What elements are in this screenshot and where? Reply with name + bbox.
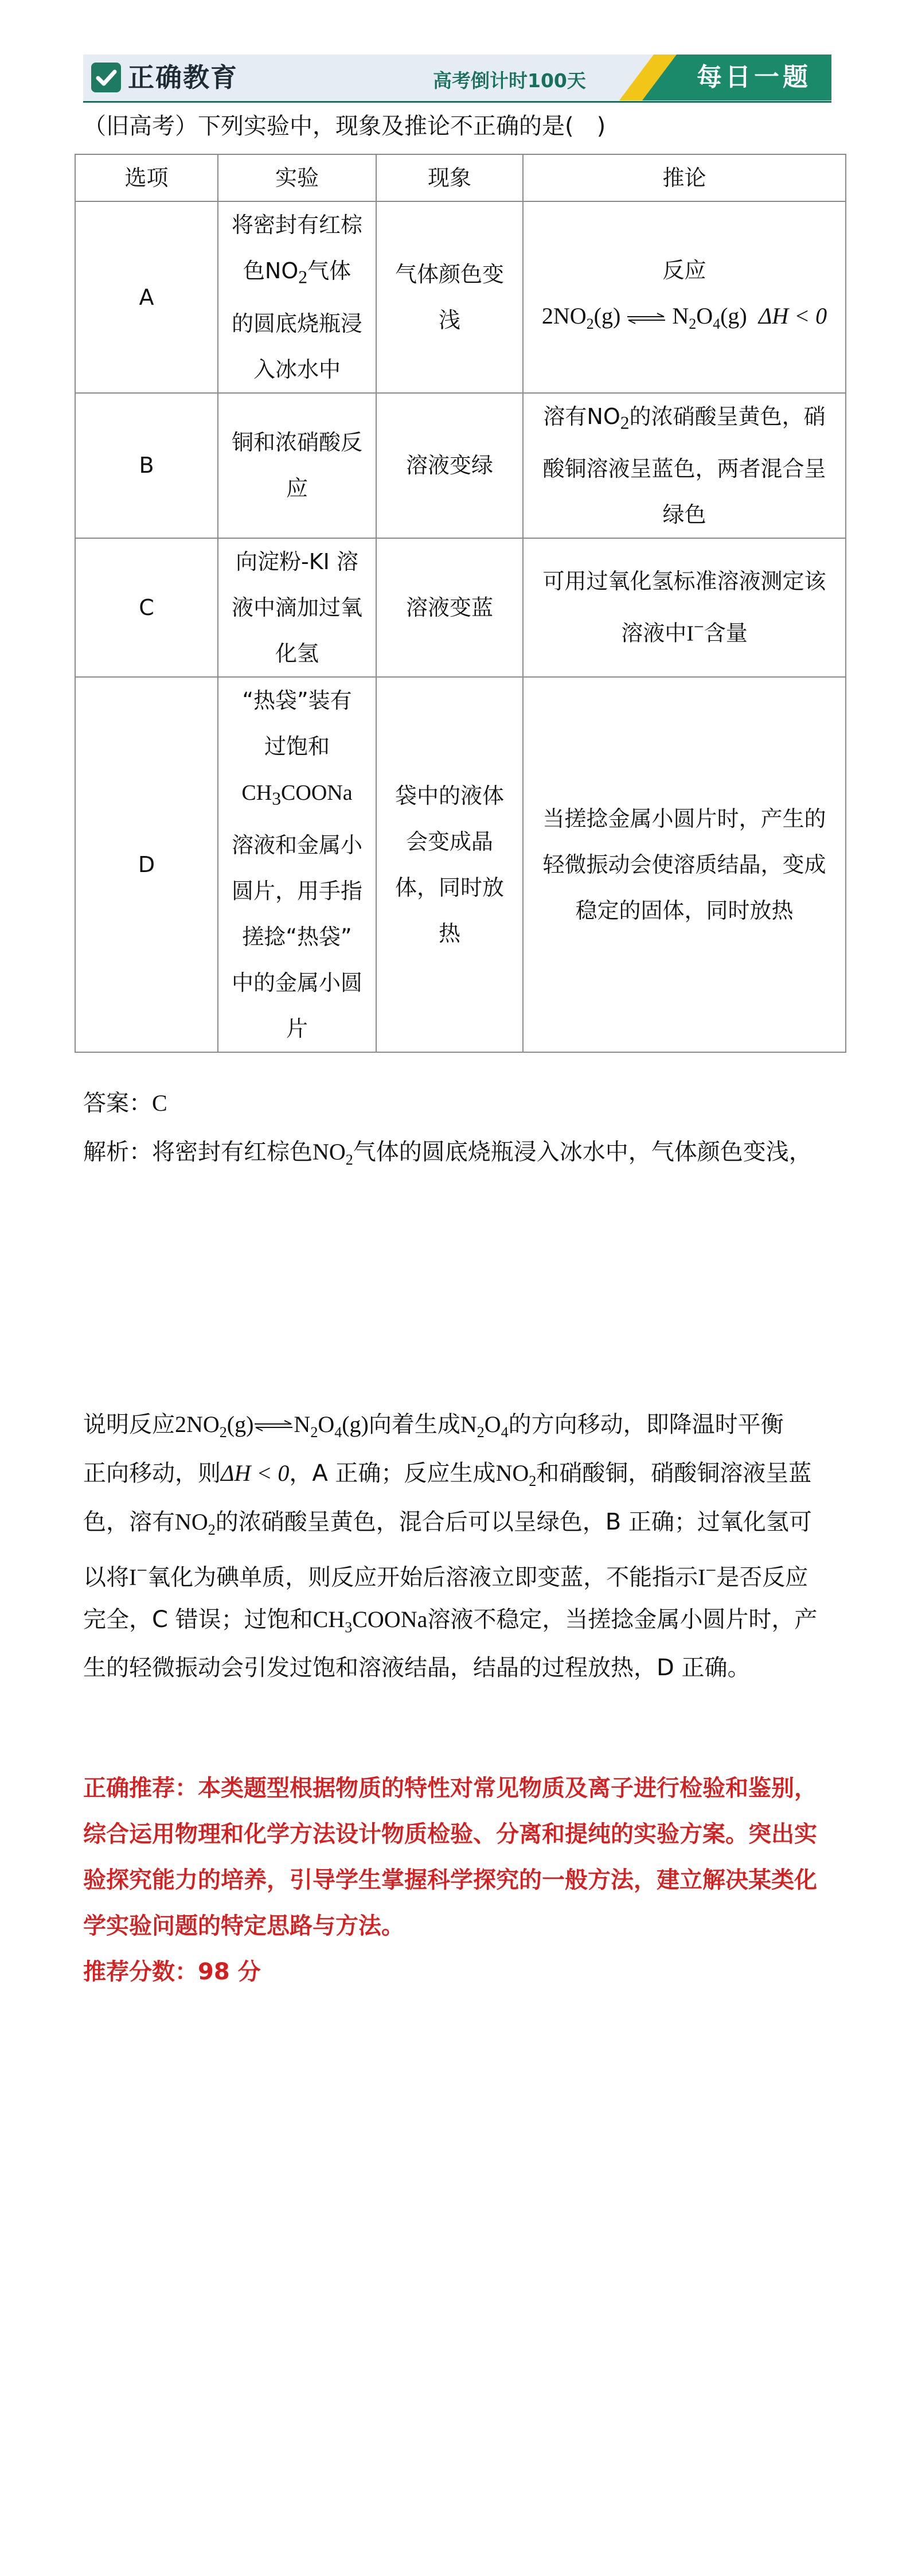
analysis-line-6: 完全，C 错误；过饱和$CH_3COONa$溶液不稳定，当搓捻金属小圆片时，产 <box>83 1606 818 1636</box>
phenomenon-cell: 溶液变绿 <box>376 393 523 539</box>
enthalpy-condition: ΔH < 0 <box>758 302 827 329</box>
option-cell: A <box>75 201 218 393</box>
inference-cell <box>523 538 846 677</box>
cell-text: 含量 <box>704 621 748 647</box>
table-row <box>75 201 846 393</box>
score-label: 推荐分数： <box>83 1959 198 1985</box>
formula-text: COONa <box>281 781 353 806</box>
recommend-score <box>83 1948 834 1997</box>
inference-cell <box>523 393 846 539</box>
header-option: 选项 <box>75 154 218 201</box>
recommend-line-4: 学实验问题的特定思路与方法。 <box>83 1913 404 1939</box>
cell-text: 体，同时放 <box>395 874 504 900</box>
equilibrium-arrow-icon <box>253 1419 294 1432</box>
cell-text: 酸铜溶液呈蓝色，两者混合呈 <box>542 456 826 482</box>
answer-blank <box>574 113 597 139</box>
cell-text: 气体 <box>307 258 351 283</box>
cell-text: 铜和浓硝酸反 <box>231 430 362 456</box>
cell-text: 稳定的固体，同时放热 <box>575 897 794 923</box>
cell-text: 向淀粉-KI 溶 <box>236 549 358 575</box>
phenomenon-cell <box>376 677 523 1052</box>
recommend-line-1: 正确推荐：本类题型根据物质的特性对常见物质及离子进行检验和鉴别， <box>83 1775 817 1801</box>
answer-line <box>83 1079 834 1128</box>
header-inference: 推论 <box>523 154 846 201</box>
equilibrium-formula: $2NO_2(g)$ $N_2O_4(g) \Delta H < 0$ <box>541 302 827 332</box>
table-header-row <box>75 154 846 201</box>
cell-text: 过饱和 <box>264 734 330 760</box>
table-row <box>75 393 846 539</box>
cell-text: 应 <box>286 476 308 501</box>
phenomenon-cell <box>376 201 523 393</box>
cell-text: 当搓捻金属小圆片时，产生的 <box>542 806 826 831</box>
header-phenomenon: 现象 <box>376 154 523 201</box>
recommend-line-2: 综合运用物理和化学方法设计物质检验、分离和提纯的实验方案。突出实 <box>83 1821 817 1847</box>
inference-cell <box>523 201 846 393</box>
table-row <box>75 538 846 677</box>
table-row <box>75 677 846 1052</box>
cell-text: 气体颜色变 <box>395 261 504 287</box>
cell-text: 入冰水中 <box>253 356 341 382</box>
analysis-line-3: 正向移动，则ΔH < 0，A 正确；反应生成$NO_2$和硝酸铜，硝酸铜溶液呈蓝 <box>83 1460 812 1489</box>
answer-label: 答案： <box>83 1090 152 1116</box>
header-experiment: 实验 <box>218 154 376 201</box>
phenomenon-cell: 溶液变蓝 <box>376 538 523 677</box>
experiment-cell <box>218 677 376 1052</box>
brand-name: 正确教育 <box>128 62 238 93</box>
cell-text: 片 <box>286 1015 308 1041</box>
cell-text: 色NO <box>243 258 299 283</box>
cell-text: 将密封有红棕 <box>231 212 362 238</box>
equilibrium-arrow-icon <box>626 312 666 325</box>
experiment-table <box>75 154 846 1053</box>
cell-text: 溶有NO <box>543 403 620 429</box>
cell-text: 化氢 <box>275 641 319 667</box>
analysis-label: 解析： <box>83 1139 152 1165</box>
score-value: 98 分 <box>198 1959 261 1985</box>
subscript: 2 <box>620 413 630 433</box>
cell-text: 的浓硝酸呈黄色，硝 <box>629 403 826 429</box>
cell-text: 溶液中 <box>621 621 687 647</box>
answer-value: C <box>152 1090 167 1116</box>
iodide-symbol: I <box>686 622 694 647</box>
cell-text: 液中滴加过氧 <box>231 595 362 621</box>
question-stem <box>83 109 606 143</box>
header-banner <box>83 55 831 100</box>
subscript: 2 <box>298 267 308 287</box>
inference-cell <box>523 677 846 1052</box>
cell-text: 中的金属小圆 <box>231 970 362 995</box>
cell-text: 可用过氧化氢标准溶液测定该 <box>542 569 826 594</box>
cell-text: 溶液和金属小 <box>231 832 362 858</box>
cell-text: 浅 <box>438 307 460 333</box>
question-text: 下列实验中，现象及推论不正确的是( <box>198 113 574 139</box>
experiment-cell <box>218 538 376 677</box>
cell-text: 绿色 <box>662 502 706 528</box>
daily-question-label: 每日一题 <box>697 63 811 92</box>
cell-text: 热 <box>438 920 460 946</box>
cell-text: 会变成晶 <box>405 828 493 854</box>
subscript: 3 <box>272 788 282 809</box>
analysis-line-7: 生的轻微振动会引发过饱和溶液结晶，结晶的过程放热，D 正确。 <box>83 1655 751 1681</box>
analysis-line-1: 解析：将密封有红棕色$NO_2$气体的圆底烧瓶浸入冰水中，气体颜色变浅， <box>83 1139 812 1168</box>
countdown-label: 高考倒计时100天 <box>433 69 586 92</box>
option-cell: B <box>75 393 218 539</box>
check-icon <box>91 63 121 92</box>
superscript: − <box>693 617 704 637</box>
recommend-line-3: 验探究能力的培养，引导学生掌握科学探究的一般方法，建立解决某类化 <box>83 1867 817 1893</box>
cell-text: 轻微振动会使溶质结晶，变成 <box>542 851 826 877</box>
cell-text: 袋中的液体 <box>395 783 504 808</box>
experiment-cell <box>218 201 376 393</box>
cell-text: 搓捻“热袋” <box>242 924 352 950</box>
experiment-cell <box>218 393 376 539</box>
option-cell: D <box>75 677 218 1052</box>
cell-text: 圆片，用手指 <box>231 878 362 904</box>
option-cell: C <box>75 538 218 677</box>
question-prefix: （旧高考） <box>83 113 198 139</box>
analysis-line-2: 说明反应$2NO_2(g)$ $N_2O_4(g)$向着生成$N_2O_4$的方向移动，即降温时平衡 <box>83 1411 784 1441</box>
cell-text: “热袋”装有 <box>242 688 352 714</box>
header-divider <box>83 101 831 103</box>
formula-text: CH <box>241 781 272 806</box>
question-close: ) <box>596 113 606 139</box>
analysis-line-5: 以将I−氧化为碘单质，则反应开始后溶液立即变蓝，不能指示I−是否反应 <box>83 1560 809 1591</box>
analysis-line-4: 色，溶有$NO_2$的浓硝酸呈黄色，混合后可以呈绿色，B 正确；过氧化氢可 <box>83 1509 812 1538</box>
cell-text: 反应 <box>662 257 706 283</box>
cell-text: 的圆底烧瓶浸 <box>231 310 362 336</box>
